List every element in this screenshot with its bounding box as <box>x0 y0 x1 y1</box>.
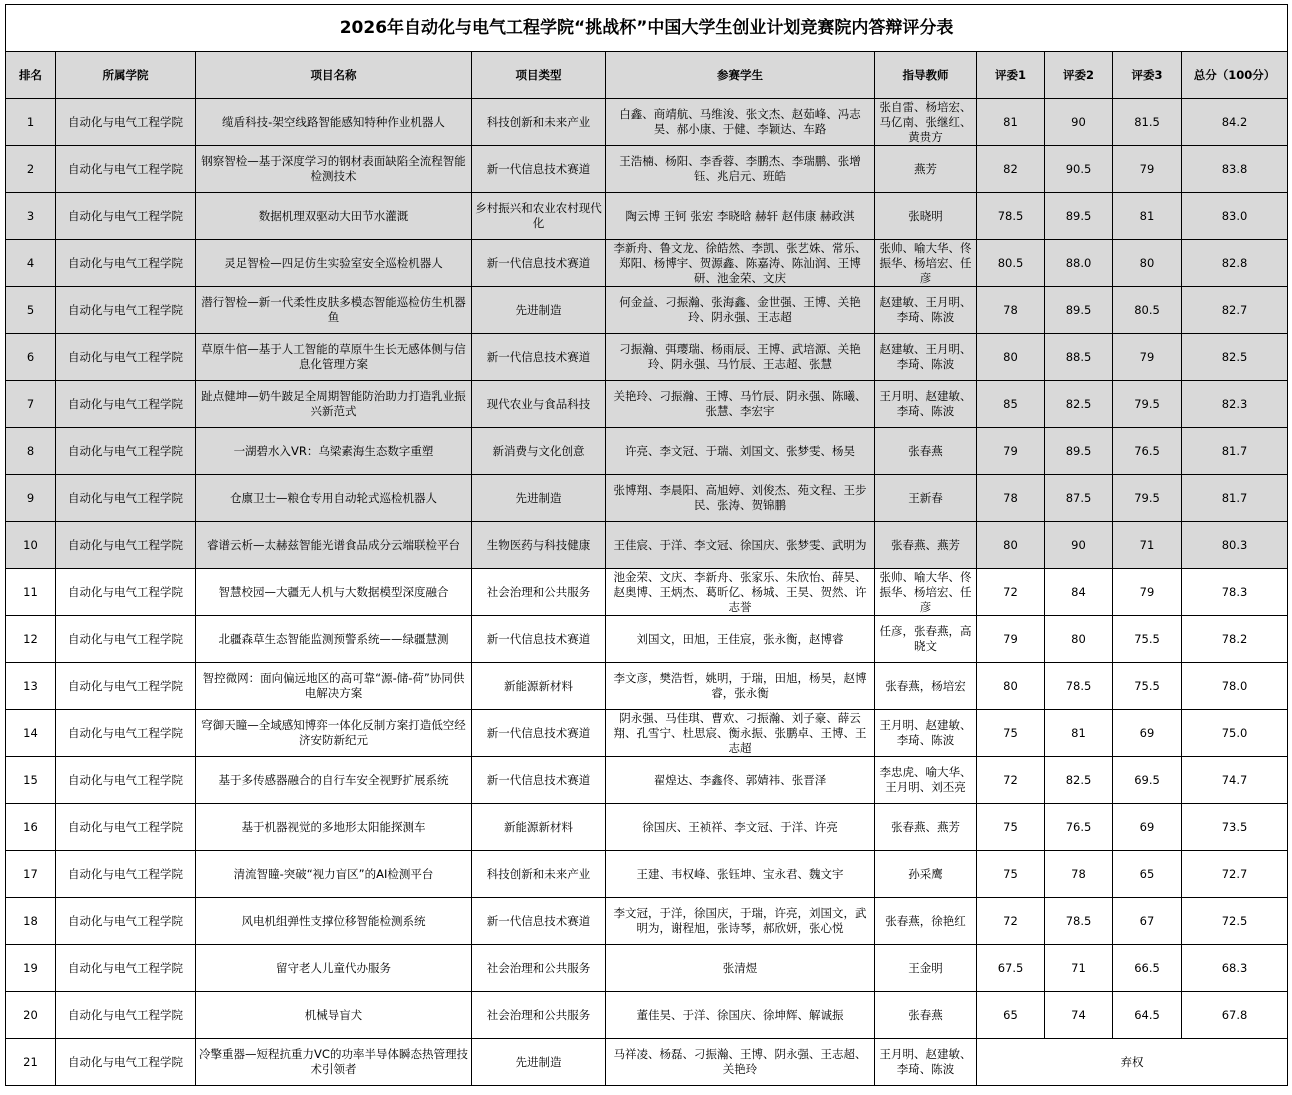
cell-college: 自动化与电气工程学院 <box>56 851 196 898</box>
cell-students: 王建、韦权峰、张钰坤、宝永君、魏文宇 <box>606 851 875 898</box>
cell-judge3: 69 <box>1113 710 1182 757</box>
cell-judge2: 71 <box>1045 945 1113 992</box>
cell-judge1: 82 <box>977 146 1045 193</box>
cell-college: 自动化与电气工程学院 <box>56 616 196 663</box>
cell-judge3: 79.5 <box>1113 381 1182 428</box>
cell-teacher: 燕芳 <box>875 146 977 193</box>
cell-rank: 13 <box>6 663 56 710</box>
header-rank: 排名 <box>6 52 56 99</box>
cell-college: 自动化与电气工程学院 <box>56 475 196 522</box>
cell-judge3: 69 <box>1113 804 1182 851</box>
header-students: 参赛学生 <box>606 52 875 99</box>
cell-college: 自动化与电气工程学院 <box>56 663 196 710</box>
cell-judge3: 80 <box>1113 240 1182 287</box>
cell-project: 睿谱云析—太赫兹智能光谱食品成分云端联检平台 <box>196 522 472 569</box>
cell-project: 智控微网：面向偏远地区的高可靠“源-储-荷”协同供电解决方案 <box>196 663 472 710</box>
table-row <box>6 757 1288 804</box>
cell-college: 自动化与电气工程学院 <box>56 804 196 851</box>
cell-teacher: 张春燕、燕芳 <box>875 804 977 851</box>
cell-teacher: 王月明、赵建敏、李琦、陈波 <box>875 381 977 428</box>
cell-rank: 20 <box>6 992 56 1039</box>
cell-judge3: 80.5 <box>1113 287 1182 334</box>
cell-type: 社会治理和公共服务 <box>472 992 606 1039</box>
cell-rank: 5 <box>6 287 56 334</box>
cell-judge1: 72 <box>977 569 1045 616</box>
page-title: 2026年自动化与电气工程学院“挑战杯”中国大学生创业计划竞赛院内答辩评分表 <box>6 5 1288 52</box>
cell-total: 74.7 <box>1182 757 1288 804</box>
cell-judge2: 90 <box>1045 99 1113 146</box>
cell-college: 自动化与电气工程学院 <box>56 428 196 475</box>
cell-judge1: 65 <box>977 992 1045 1039</box>
cell-type: 先进制造 <box>472 475 606 522</box>
cell-judge1: 85 <box>977 381 1045 428</box>
cell-teacher: 王金明 <box>875 945 977 992</box>
cell-judge2: 89.5 <box>1045 193 1113 240</box>
cell-judge1: 78 <box>977 475 1045 522</box>
table-row <box>6 616 1288 663</box>
cell-project: 基于机器视觉的多地形太阳能探测车 <box>196 804 472 851</box>
header-total: 总分（100分） <box>1182 52 1288 99</box>
cell-project: 穹御天瞳—全域感知博弈一体化反制方案打造低空经济安防新纪元 <box>196 710 472 757</box>
cell-total: 83.0 <box>1182 193 1288 240</box>
table-row <box>6 99 1288 146</box>
cell-type: 新一代信息技术赛道 <box>472 710 606 757</box>
cell-rank: 9 <box>6 475 56 522</box>
header-teacher: 指导教师 <box>875 52 977 99</box>
cell-rank: 19 <box>6 945 56 992</box>
cell-students: 许亮、李文冠、于瑞、刘国文、张梦雯、杨昊 <box>606 428 875 475</box>
cell-project: 北疆森草生态智能监测预警系统——绿疆慧测 <box>196 616 472 663</box>
cell-college: 自动化与电气工程学院 <box>56 992 196 1039</box>
cell-type: 新一代信息技术赛道 <box>472 616 606 663</box>
cell-college: 自动化与电气工程学院 <box>56 146 196 193</box>
table-row <box>6 710 1288 757</box>
cell-judge2: 76.5 <box>1045 804 1113 851</box>
header-judge2: 评委2 <box>1045 52 1113 99</box>
cell-students: 王浩楠、杨阳、李香蓉、李鹏杰、李瑞鹏、张增钰、兆启元、班皓 <box>606 146 875 193</box>
cell-total: 82.7 <box>1182 287 1288 334</box>
cell-total: 82.3 <box>1182 381 1288 428</box>
cell-judge1: 75 <box>977 851 1045 898</box>
cell-teacher: 王月明、赵建敏、李琦、陈波 <box>875 1039 977 1086</box>
cell-students: 李文彦，樊浩哲，姚明，于瑞，田旭，杨昊，赵博睿，张永衡 <box>606 663 875 710</box>
cell-judge2: 90 <box>1045 522 1113 569</box>
cell-students: 李文冠，于洋，徐国庆，于瑞，许亮，刘国文，武明为，谢程旭，张诗琴，郝欣妍，张心悦 <box>606 898 875 945</box>
cell-project: 一湖碧水入VR：乌梁素海生态数字重塑 <box>196 428 472 475</box>
cell-rank: 3 <box>6 193 56 240</box>
cell-college: 自动化与电气工程学院 <box>56 945 196 992</box>
cell-judge3: 75.5 <box>1113 616 1182 663</box>
cell-type: 新能源新材料 <box>472 804 606 851</box>
cell-type: 新一代信息技术赛道 <box>472 240 606 287</box>
cell-rank: 15 <box>6 757 56 804</box>
cell-teacher: 孙采鹰 <box>875 851 977 898</box>
cell-students: 张清煜 <box>606 945 875 992</box>
cell-total: 81.7 <box>1182 428 1288 475</box>
cell-judge1: 75 <box>977 804 1045 851</box>
cell-total: 82.5 <box>1182 334 1288 381</box>
cell-college: 自动化与电气工程学院 <box>56 569 196 616</box>
cell-rank: 18 <box>6 898 56 945</box>
cell-type: 新一代信息技术赛道 <box>472 898 606 945</box>
cell-total: 75.0 <box>1182 710 1288 757</box>
cell-rank: 14 <box>6 710 56 757</box>
cell-project: 智慧校园—大疆无人机与大数据模型深度融合 <box>196 569 472 616</box>
cell-college: 自动化与电气工程学院 <box>56 334 196 381</box>
cell-judge2: 81 <box>1045 710 1113 757</box>
cell-teacher: 赵建敏、王月明、李琦、陈波 <box>875 287 977 334</box>
cell-teacher: 张晓明 <box>875 193 977 240</box>
cell-rank: 12 <box>6 616 56 663</box>
cell-judge3: 67 <box>1113 898 1182 945</box>
table-row <box>6 287 1288 334</box>
cell-type: 科技创新和未来产业 <box>472 99 606 146</box>
cell-judge1: 75 <box>977 710 1045 757</box>
cell-students: 刁振瀚、弭璎瑞、杨雨辰、王博、武培源、关艳玲、阴永强、马竹辰、王志超、张慧 <box>606 334 875 381</box>
cell-judge2: 80 <box>1045 616 1113 663</box>
table-row <box>6 334 1288 381</box>
cell-judge2: 78.5 <box>1045 898 1113 945</box>
cell-judge3: 81 <box>1113 193 1182 240</box>
cell-judge3: 71 <box>1113 522 1182 569</box>
cell-judge1: 80 <box>977 334 1045 381</box>
cell-project: 趾点健坤—奶牛跛足全周期智能防治助力打造乳业振兴新范式 <box>196 381 472 428</box>
cell-rank: 6 <box>6 334 56 381</box>
cell-total: 78.0 <box>1182 663 1288 710</box>
cell-students: 关艳玲、刁振瀚、王博、马竹辰、阴永强、陈曦、张慧、李宏宇 <box>606 381 875 428</box>
table-row <box>6 522 1288 569</box>
table-row <box>6 146 1288 193</box>
cell-teacher: 王月明、赵建敏、李琦、陈波 <box>875 710 977 757</box>
cell-college: 自动化与电气工程学院 <box>56 1039 196 1086</box>
header-project: 项目名称 <box>196 52 472 99</box>
cell-total: 72.7 <box>1182 851 1288 898</box>
cell-total: 78.2 <box>1182 616 1288 663</box>
table-row <box>6 804 1288 851</box>
cell-teacher: 张帅、喻大华、佟振华、杨培宏、任彦 <box>875 569 977 616</box>
cell-rank: 16 <box>6 804 56 851</box>
cell-teacher: 张自雷、杨培宏、马亿南、张继红、黄贵方 <box>875 99 977 146</box>
cell-project: 清流智瞳-突破“视力盲区”的AI检测平台 <box>196 851 472 898</box>
cell-rank: 4 <box>6 240 56 287</box>
cell-judge3: 66.5 <box>1113 945 1182 992</box>
cell-judge3: 81.5 <box>1113 99 1182 146</box>
cell-teacher: 王新春 <box>875 475 977 522</box>
cell-judge3: 69.5 <box>1113 757 1182 804</box>
cell-judge2: 90.5 <box>1045 146 1113 193</box>
cell-type: 现代农业与食品科技 <box>472 381 606 428</box>
cell-judge3: 79 <box>1113 334 1182 381</box>
cell-project: 仓廪卫士—粮仓专用自动轮式巡检机器人 <box>196 475 472 522</box>
cell-rank: 8 <box>6 428 56 475</box>
cell-total: 67.8 <box>1182 992 1288 1039</box>
cell-rank: 2 <box>6 146 56 193</box>
table-row <box>6 381 1288 428</box>
cell-project: 缆盾科技-架空线路智能感知特种作业机器人 <box>196 99 472 146</box>
table-row <box>6 992 1288 1039</box>
cell-rank: 1 <box>6 99 56 146</box>
cell-judge1: 78.5 <box>977 193 1045 240</box>
cell-teacher: 张帅、喻大华、佟振华、杨培宏、任彦 <box>875 240 977 287</box>
cell-judge2: 89.5 <box>1045 287 1113 334</box>
cell-judge1: 79 <box>977 428 1045 475</box>
cell-students: 翟煌达、李鑫佟、郭婧祎、张晋泽 <box>606 757 875 804</box>
cell-teacher: 赵建敏、王月明、李琦、陈波 <box>875 334 977 381</box>
cell-judge1: 67.5 <box>977 945 1045 992</box>
cell-judge2: 88.5 <box>1045 334 1113 381</box>
cell-teacher: 张春燕 <box>875 992 977 1039</box>
cell-project: 潜行智检—新一代柔性皮肤多模态智能巡检仿生机器鱼 <box>196 287 472 334</box>
cell-total: 84.2 <box>1182 99 1288 146</box>
cell-type: 先进制造 <box>472 1039 606 1086</box>
cell-judge3: 79 <box>1113 569 1182 616</box>
cell-judge1: 80 <box>977 522 1045 569</box>
cell-type: 科技创新和未来产业 <box>472 851 606 898</box>
cell-teacher: 李忠虎、喻大华、王月明、刘丕亮 <box>875 757 977 804</box>
cell-project: 草原牛倌—基于人工智能的草原牛生长无感体侧与信息化管理方案 <box>196 334 472 381</box>
cell-project: 数据机理双驱动大田节水灌溉 <box>196 193 472 240</box>
cell-type: 新消费与文化创意 <box>472 428 606 475</box>
table-row <box>6 193 1288 240</box>
header-type: 项目类型 <box>472 52 606 99</box>
table-row <box>6 945 1288 992</box>
cell-type: 生物医药与科技健康 <box>472 522 606 569</box>
cell-judge1: 72 <box>977 757 1045 804</box>
cell-judge3: 79.5 <box>1113 475 1182 522</box>
cell-project: 灵足智检—四足仿生实验室安全巡检机器人 <box>196 240 472 287</box>
cell-judge2: 78.5 <box>1045 663 1113 710</box>
cell-college: 自动化与电气工程学院 <box>56 757 196 804</box>
cell-total: 68.3 <box>1182 945 1288 992</box>
cell-students: 刘国文，田旭，王佳宸，张永衡，赵博睿 <box>606 616 875 663</box>
cell-judge2: 82.5 <box>1045 757 1113 804</box>
cell-project: 钢察智检—基于深度学习的钢材表面缺陷全流程智能检测技术 <box>196 146 472 193</box>
cell-total: 72.5 <box>1182 898 1288 945</box>
score-table <box>5 4 1288 1086</box>
table-row <box>6 475 1288 522</box>
cell-students: 陶云博 王钶 张宏 李晓晗 赫轩 赵伟康 赫政淇 <box>606 193 875 240</box>
cell-college: 自动化与电气工程学院 <box>56 193 196 240</box>
cell-judge2: 82.5 <box>1045 381 1113 428</box>
cell-students: 徐国庆、王祯祥、李文冠、于洋、许亮 <box>606 804 875 851</box>
cell-teacher: 张春燕，杨培宏 <box>875 663 977 710</box>
cell-teacher: 张春燕、燕芳 <box>875 522 977 569</box>
cell-project: 冷擎重器—短程抗重力VC的功率半导体瞬态热管理技术引领者 <box>196 1039 472 1086</box>
cell-judge3: 79 <box>1113 146 1182 193</box>
cell-judge3: 65 <box>1113 851 1182 898</box>
cell-type: 先进制造 <box>472 287 606 334</box>
cell-teacher: 张春燕 <box>875 428 977 475</box>
cell-students: 阴永强、马佳琪、曹欢、刁振瀚、刘子豪、薛云翔、孔雪宁、杜思宸、衡永振、张鹏卓、王博、王志超 <box>606 710 875 757</box>
cell-project: 风电机组弹性支撑位移智能检测系统 <box>196 898 472 945</box>
cell-total: 83.8 <box>1182 146 1288 193</box>
cell-abstain: 弃权 <box>977 1039 1288 1086</box>
cell-type: 社会治理和公共服务 <box>472 945 606 992</box>
cell-college: 自动化与电气工程学院 <box>56 287 196 334</box>
cell-judge1: 78 <box>977 287 1045 334</box>
table-row <box>6 851 1288 898</box>
cell-judge2: 84 <box>1045 569 1113 616</box>
cell-college: 自动化与电气工程学院 <box>56 381 196 428</box>
cell-judge3: 76.5 <box>1113 428 1182 475</box>
cell-judge1: 80.5 <box>977 240 1045 287</box>
cell-college: 自动化与电气工程学院 <box>56 898 196 945</box>
cell-rank: 7 <box>6 381 56 428</box>
score-sheet <box>5 4 1287 1086</box>
cell-total: 81.7 <box>1182 475 1288 522</box>
cell-judge3: 75.5 <box>1113 663 1182 710</box>
cell-college: 自动化与电气工程学院 <box>56 240 196 287</box>
cell-teacher: 任彦，张春燕，高晓文 <box>875 616 977 663</box>
cell-type: 新一代信息技术赛道 <box>472 334 606 381</box>
table-row <box>6 240 1288 287</box>
cell-students: 王佳宸、于洋、李文冠、徐国庆、张梦雯、武明为 <box>606 522 875 569</box>
header-college: 所属学院 <box>56 52 196 99</box>
cell-students: 白鑫、商靖航、马维浚、张文杰、赵茹峰、冯志昊、郝小康、于健、李颖达、车路 <box>606 99 875 146</box>
table-row <box>6 569 1288 616</box>
cell-judge2: 78 <box>1045 851 1113 898</box>
cell-college: 自动化与电气工程学院 <box>56 522 196 569</box>
cell-judge3: 64.5 <box>1113 992 1182 1039</box>
header-judge3: 评委3 <box>1113 52 1182 99</box>
cell-project: 机械导盲犬 <box>196 992 472 1039</box>
cell-type: 社会治理和公共服务 <box>472 569 606 616</box>
cell-students: 马祥凌、杨磊、刁振瀚、王博、阴永强、王志超、关艳玲 <box>606 1039 875 1086</box>
cell-judge2: 89.5 <box>1045 428 1113 475</box>
table-row <box>6 663 1288 710</box>
cell-students: 李新舟、鲁文龙、徐皓然、李凯、张艺姝、常乐、郑阳、杨博宇、贺源鑫、陈嘉涛、陈汕润、王博研、池金荣、文庆 <box>606 240 875 287</box>
cell-judge1: 81 <box>977 99 1045 146</box>
cell-students: 何金益、刁振瀚、张海鑫、金世强、王博、关艳玲、阴永强、王志超 <box>606 287 875 334</box>
cell-judge1: 72 <box>977 898 1045 945</box>
cell-project: 留守老人儿童代办服务 <box>196 945 472 992</box>
cell-total: 78.3 <box>1182 569 1288 616</box>
cell-rank: 17 <box>6 851 56 898</box>
cell-judge1: 79 <box>977 616 1045 663</box>
header-judge1: 评委1 <box>977 52 1045 99</box>
cell-students: 董佳昊、于洋、徐国庆、徐坤辉、解诚振 <box>606 992 875 1039</box>
cell-total: 73.5 <box>1182 804 1288 851</box>
cell-students: 张博翔、李晨阳、高旭婷、刘俊杰、苑文程、王步民、张涛、贺锦鹏 <box>606 475 875 522</box>
cell-college: 自动化与电气工程学院 <box>56 710 196 757</box>
table-row <box>6 428 1288 475</box>
cell-total: 80.3 <box>1182 522 1288 569</box>
cell-college: 自动化与电气工程学院 <box>56 99 196 146</box>
cell-rank: 10 <box>6 522 56 569</box>
table-row <box>6 898 1288 945</box>
cell-total: 82.8 <box>1182 240 1288 287</box>
cell-project: 基于多传感器融合的自行车安全视野扩展系统 <box>196 757 472 804</box>
cell-students: 池金荣、文庆、李新舟、张家乐、朱欣怡、薛昊、赵奥博、王炳杰、葛昕亿、杨城、王昊、贺然、许志誉 <box>606 569 875 616</box>
cell-judge1: 80 <box>977 663 1045 710</box>
cell-judge2: 74 <box>1045 992 1113 1039</box>
cell-judge2: 88.0 <box>1045 240 1113 287</box>
cell-type: 乡村振兴和农业农村现代化 <box>472 193 606 240</box>
cell-type: 新一代信息技术赛道 <box>472 757 606 804</box>
cell-rank: 21 <box>6 1039 56 1086</box>
cell-teacher: 张春燕，徐艳红 <box>875 898 977 945</box>
header-row <box>6 52 1288 99</box>
cell-type: 新能源新材料 <box>472 663 606 710</box>
cell-judge2: 87.5 <box>1045 475 1113 522</box>
table-row <box>6 1039 1288 1086</box>
cell-type: 新一代信息技术赛道 <box>472 146 606 193</box>
cell-rank: 11 <box>6 569 56 616</box>
